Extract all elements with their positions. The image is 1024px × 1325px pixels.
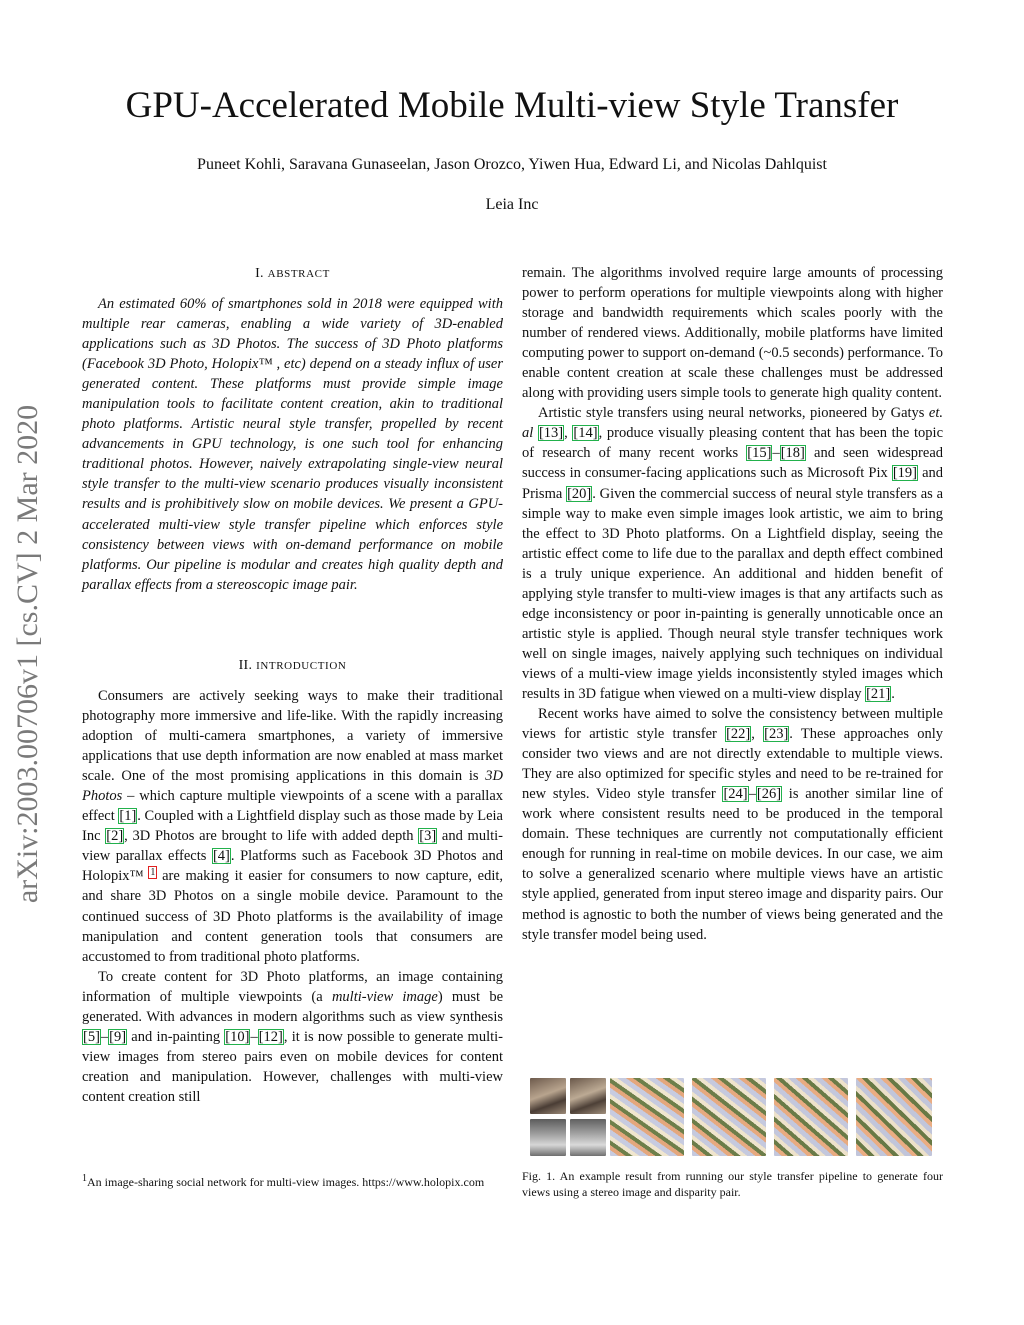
disparity-left-image xyxy=(530,1119,566,1156)
figure-1-caption: Fig. 1. An example result from running our style transfer pipeline to generate four views using a stereo image and disparity pair. xyxy=(522,1169,943,1199)
intro-paragraph-2-continued: remain. The algorithms involved require large amounts of processing power to perform operations for multiple viewpoints along with higher storage and bandwidth requirements which scales poorly with the number of rendered views. Additionally, mobile platforms have limited computing power to support on-demand (~0.5 seconds) performance. To enable content creation at scale these challenges must be addressed along with providing users simple tools to generate high quality content. xyxy=(522,265,943,402)
styled-view-3 xyxy=(774,1078,848,1156)
citation-link[interactable]: [20] xyxy=(567,485,592,502)
disparity-right-image xyxy=(570,1119,606,1156)
citation-link[interactable]: [12] xyxy=(258,1028,283,1045)
citation-link[interactable]: [23] xyxy=(764,726,789,743)
intro-paragraph-4: Recent works have aimed to solve the consistency between multiple views for artistic style transfer [22], [23]. These approaches only consider two views and are not directly extendable to multiple views. They are also optimized for specific styles and need to be re-trained for new styles. Video style transfer [24]–[26] is another similar line of work where consistent results need to be produced in the temporal domain. These techniques are currently not computationally efficient enough for running in real-time on mobile devices. In our case, we aim to solve a generalized scenario where multiple views have an artistic style applied, generated from input stereo image and disparity pairs. Our method is agnostic to both the number of views being generated and the style transfer model being used. xyxy=(522,706,944,943)
arxiv-identifier: arXiv:2003.00706v1 [cs.CV] 2 Mar 2020 xyxy=(11,404,44,904)
stereo-left-image xyxy=(530,1078,566,1114)
abstract-section xyxy=(82,264,503,595)
figure-1 xyxy=(530,1078,932,1156)
footnote-link[interactable]: 1 xyxy=(150,866,156,878)
author-list: Puneet Kohli, Saravana Gunaseelan, Jason Orozco, Yiwen Hua, Edward Li, and Nicolas Dahlquist xyxy=(197,156,827,173)
styled-view-1 xyxy=(610,1078,684,1156)
introduction-section xyxy=(82,656,503,1107)
affiliation: Leia Inc xyxy=(485,196,539,213)
citation-link[interactable]: [24] xyxy=(723,786,748,803)
citation-link[interactable]: [19] xyxy=(892,465,917,482)
citation-link[interactable]: [3] xyxy=(419,828,437,845)
right-column-text xyxy=(522,263,943,945)
citation-link[interactable]: [10] xyxy=(225,1028,250,1045)
intro-paragraph-2: To create content for 3D Photo platforms, an image containing information of multiple viewpoints (a multi-view image) must be generated. With advances in modern algorithms such as view synthesis [5]–[9] and in-painting [10]–[12], it is now possible to generate multi-view images from stereo pairs even on mobile devices for content creation and manipulation. However, challenges with multi-view content creation still xyxy=(82,968,504,1105)
citation-link[interactable]: [18] xyxy=(780,445,805,462)
abstract-text: An estimated 60% of smartphones sold in 2018 were equipped with multiple rear cameras, enabling a wide variety of 3D-enabled applications such as 3D Photos. The success of 3D Photo platforms (Facebook 3D Photo, Holopix™ , etc) depend on a steady influx of user generated content. These platforms must provide simple image manipulation tools to facilitate content creation, akin to traditional photo platforms. Artistic neural style transfer, propelled by recent advancements in GPU technology, is one such tool for enhancing traditional photos. However, naively extrapolating single-view neural style transfer to the multi-view scenario produces visually inconsistent results and is prohibitively slow on mobile devices. We present a GPU-accelerated multi-view style transfer pipeline which enforces style consistency between views with on-demand performance on mobile platforms. Our pipeline is modular and creates high quality depth and parallax effects from a stereoscopic image pair. xyxy=(82,296,503,593)
stereo-right-image xyxy=(570,1078,606,1114)
citation-link[interactable]: [21] xyxy=(866,685,891,702)
citation-link[interactable]: [26] xyxy=(756,786,782,803)
citation-link[interactable]: [4] xyxy=(212,848,230,865)
paper-title: GPU-Accelerated Mobile Multi-view Style Transfer xyxy=(125,85,899,126)
citation-link[interactable]: [1] xyxy=(119,808,137,825)
abstract-heading: I. ABSTRACT xyxy=(255,266,330,281)
citation-link[interactable]: [22] xyxy=(726,726,751,743)
intro-paragraph-1: Consumers are actively seeking ways to make their traditional photography more immersive and life-like. With the rapidly increasing adoption of multi-camera smartphones, a variety of immersive applications that use depth information are now enabled at mass market scale. One of the most promising applications in this domain is 3D Photos – which capture multiple viewpoints of a scene with a parallax effect [1]. Coupled with a Lightfield display such as those made by Leia Inc [2], 3D Photos are brought to life with added depth [3] and multi-view parallax effects [4]. Platforms such as Facebook 3D Photos and Holopix™ $^1$ are making it easier for consumers to now capture, edit, and share 3D Photos on a single mobile device. Paramount to the continued success of 3D Photo platforms is the availability of image manipulation and content generation tools that consumers are accustomed to from traditional photo platforms. xyxy=(82,688,503,965)
footnote: $^1$An image-sharing social network for multi-view images. https://www.holopix.com xyxy=(82,1173,485,1189)
citation-link[interactable]: [15] xyxy=(747,445,772,462)
citation-link[interactable]: [9] xyxy=(109,1028,127,1045)
introduction-heading: II. INTRODUCTION xyxy=(238,658,347,673)
citation-link[interactable]: [13] xyxy=(538,425,564,442)
citation-link[interactable]: [14] xyxy=(573,425,598,442)
citation-link[interactable]: [2] xyxy=(106,828,124,845)
citation-link[interactable]: [5] xyxy=(83,1028,100,1045)
styled-view-4 xyxy=(856,1078,932,1156)
styled-view-2 xyxy=(692,1078,766,1156)
intro-paragraph-3: Artistic style transfers using neural networks, pioneered by Gatys et. al [13], [14], produce visually pleasing content that has been the topic of research of many recent works [15]–[18] and seen widespread success in consumer-facing applications such as Microsoft Pix [19] and Prisma [20]. Given the commercial success of neural style transfers as a simple way to make even simple images look artistic, we aim to bring the effect to 3D Photo platforms. On a Lightfield display, seeing the artistic effect come to life due to the parallax and depth effect combined is a truly unique experience. An additional and hidden benefit of applying style transfer to multi-view images is that any artifacts such as edge inconsistency or poor in-painting is generally unnoticable once an artistic style is applied. Though neural style transfer techniques work well on single images, naively applying such techniques on individual views of a multi-view image yields inconsistently styled images which results in 3D fatigue when viewed on a multi-view display [21]. xyxy=(522,405,944,702)
